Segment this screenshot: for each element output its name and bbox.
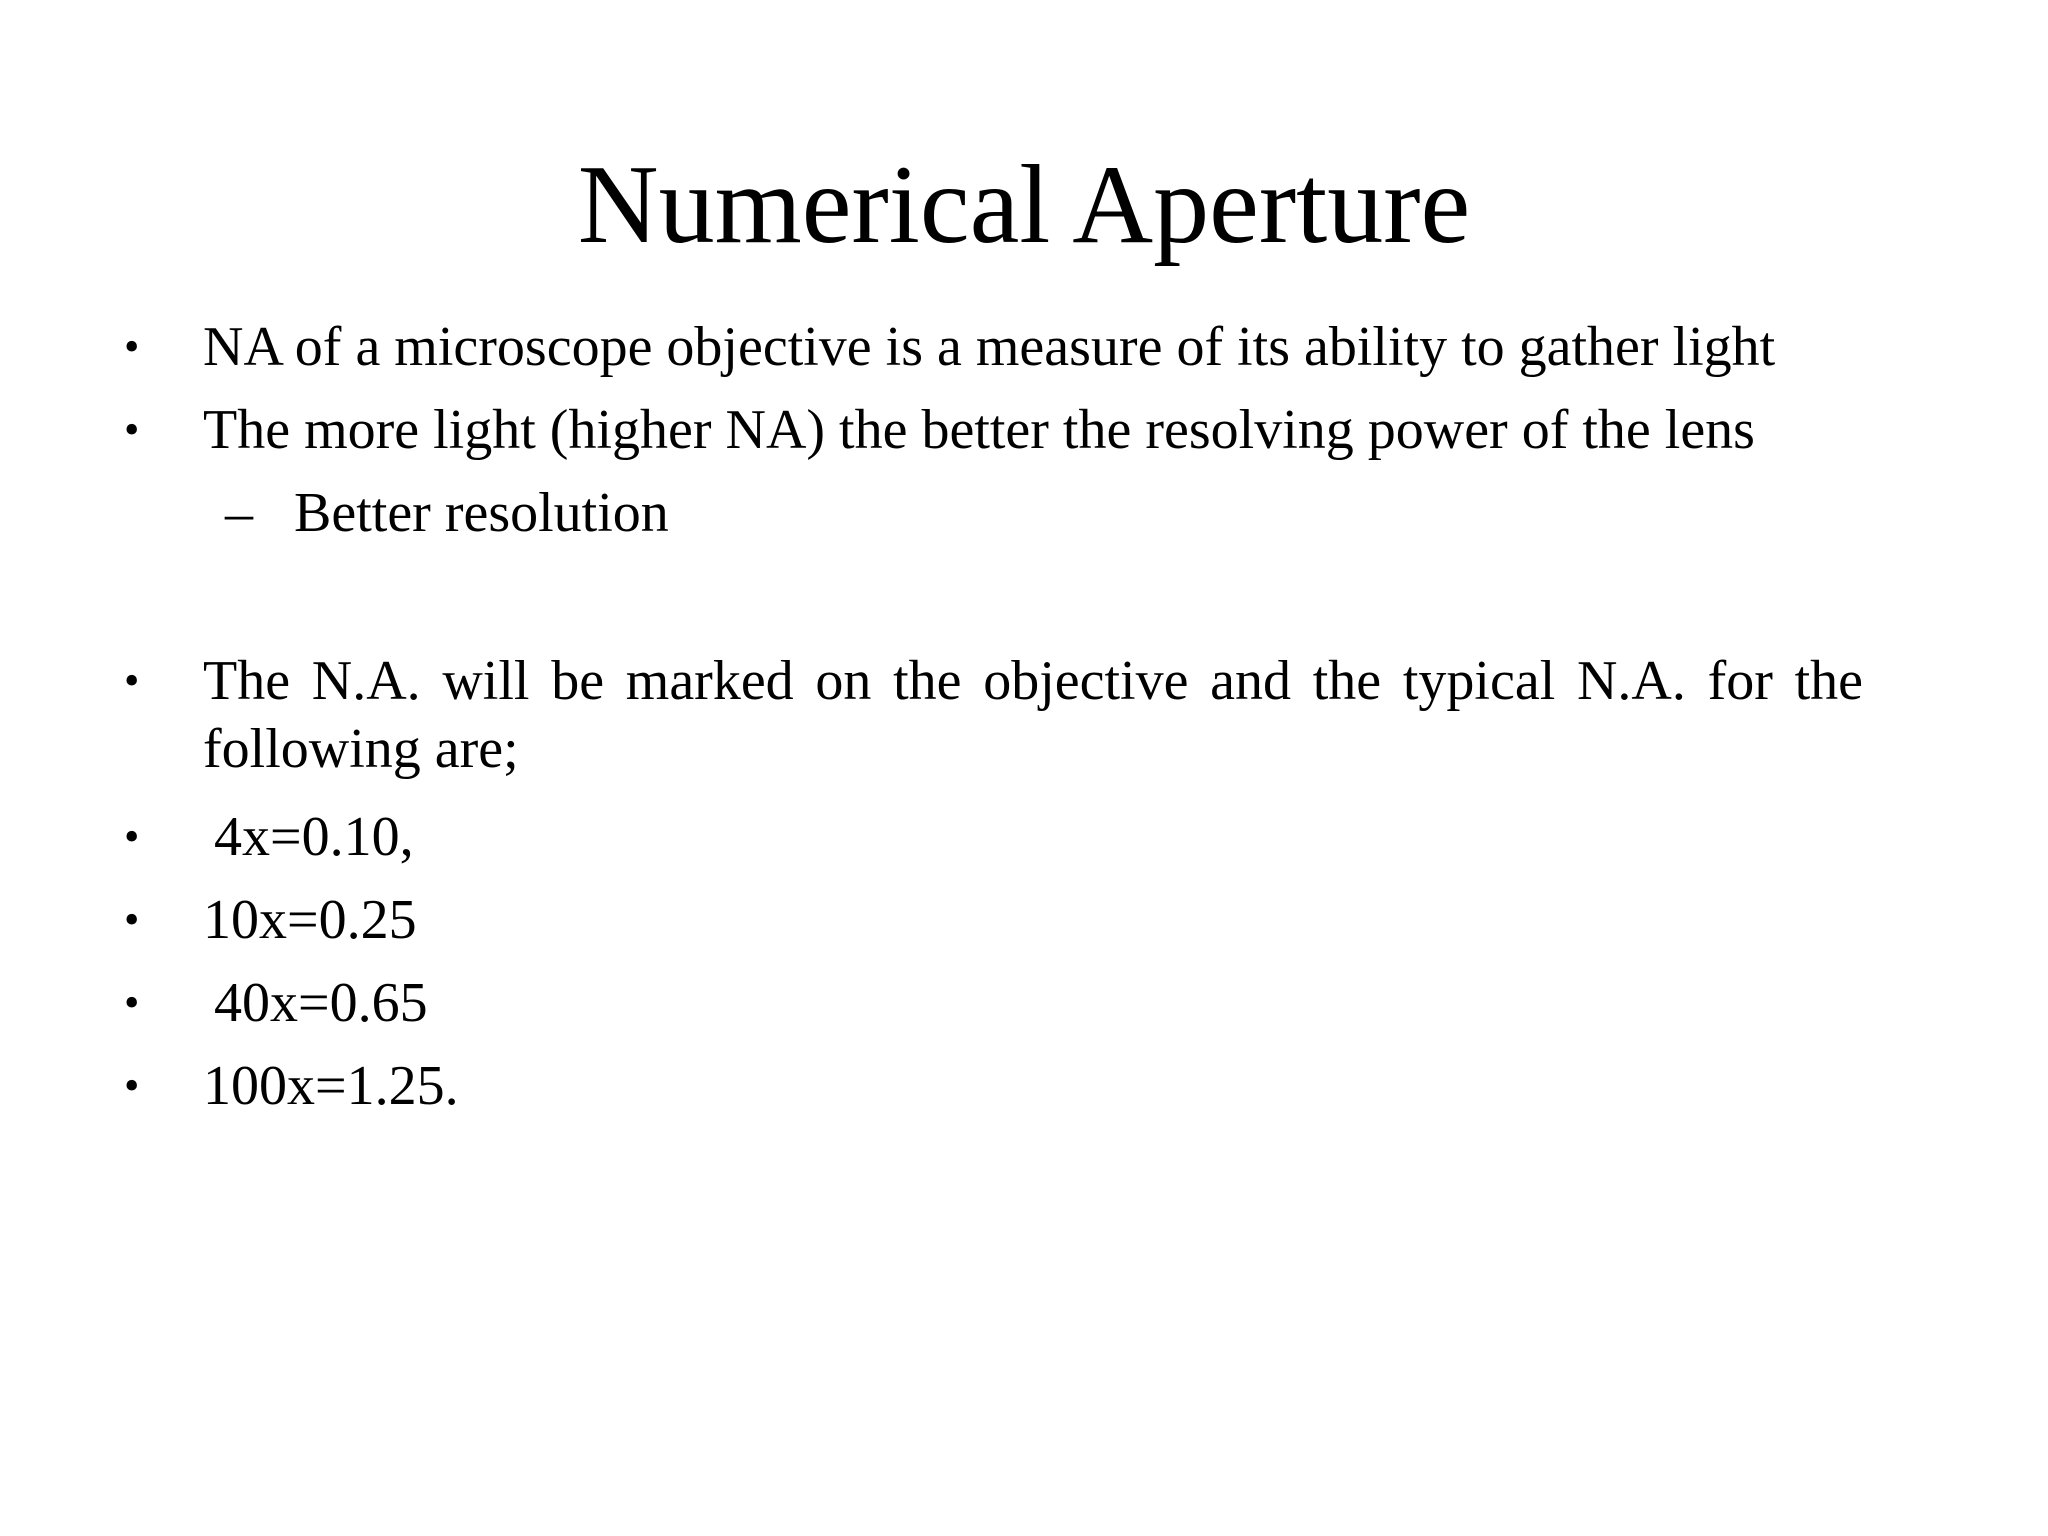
bullet-marker: • [124,405,140,454]
bullet-text: NA of a microscope objective is a measure of its ability to gather light [203,316,1776,378]
bullet-marker: • [124,1061,140,1110]
bullet-marker: • [124,978,140,1027]
dash-marker: – [225,482,253,544]
bullet-text: The N.A. will be marked on the objective and the typical N.A. for the following are; [203,650,1863,780]
bullet-marker: • [124,895,140,944]
bullet-text: 100x=1.25. [203,1055,459,1117]
bullet-text: 10x=0.25 [203,889,417,951]
sub-bullet-text: Better resolution [294,482,669,544]
bullet-marker: • [124,322,140,371]
bullet-marker: • [124,656,140,705]
bullet-text: 4x=0.10, [214,806,414,868]
bullet-text: The more light (higher NA) the better the resolving power of the lens [203,399,1755,461]
bullet-marker: • [124,812,140,861]
bullet-text: 40x=0.65 [214,972,428,1034]
slide-title: Numerical Aperture [577,143,1471,267]
